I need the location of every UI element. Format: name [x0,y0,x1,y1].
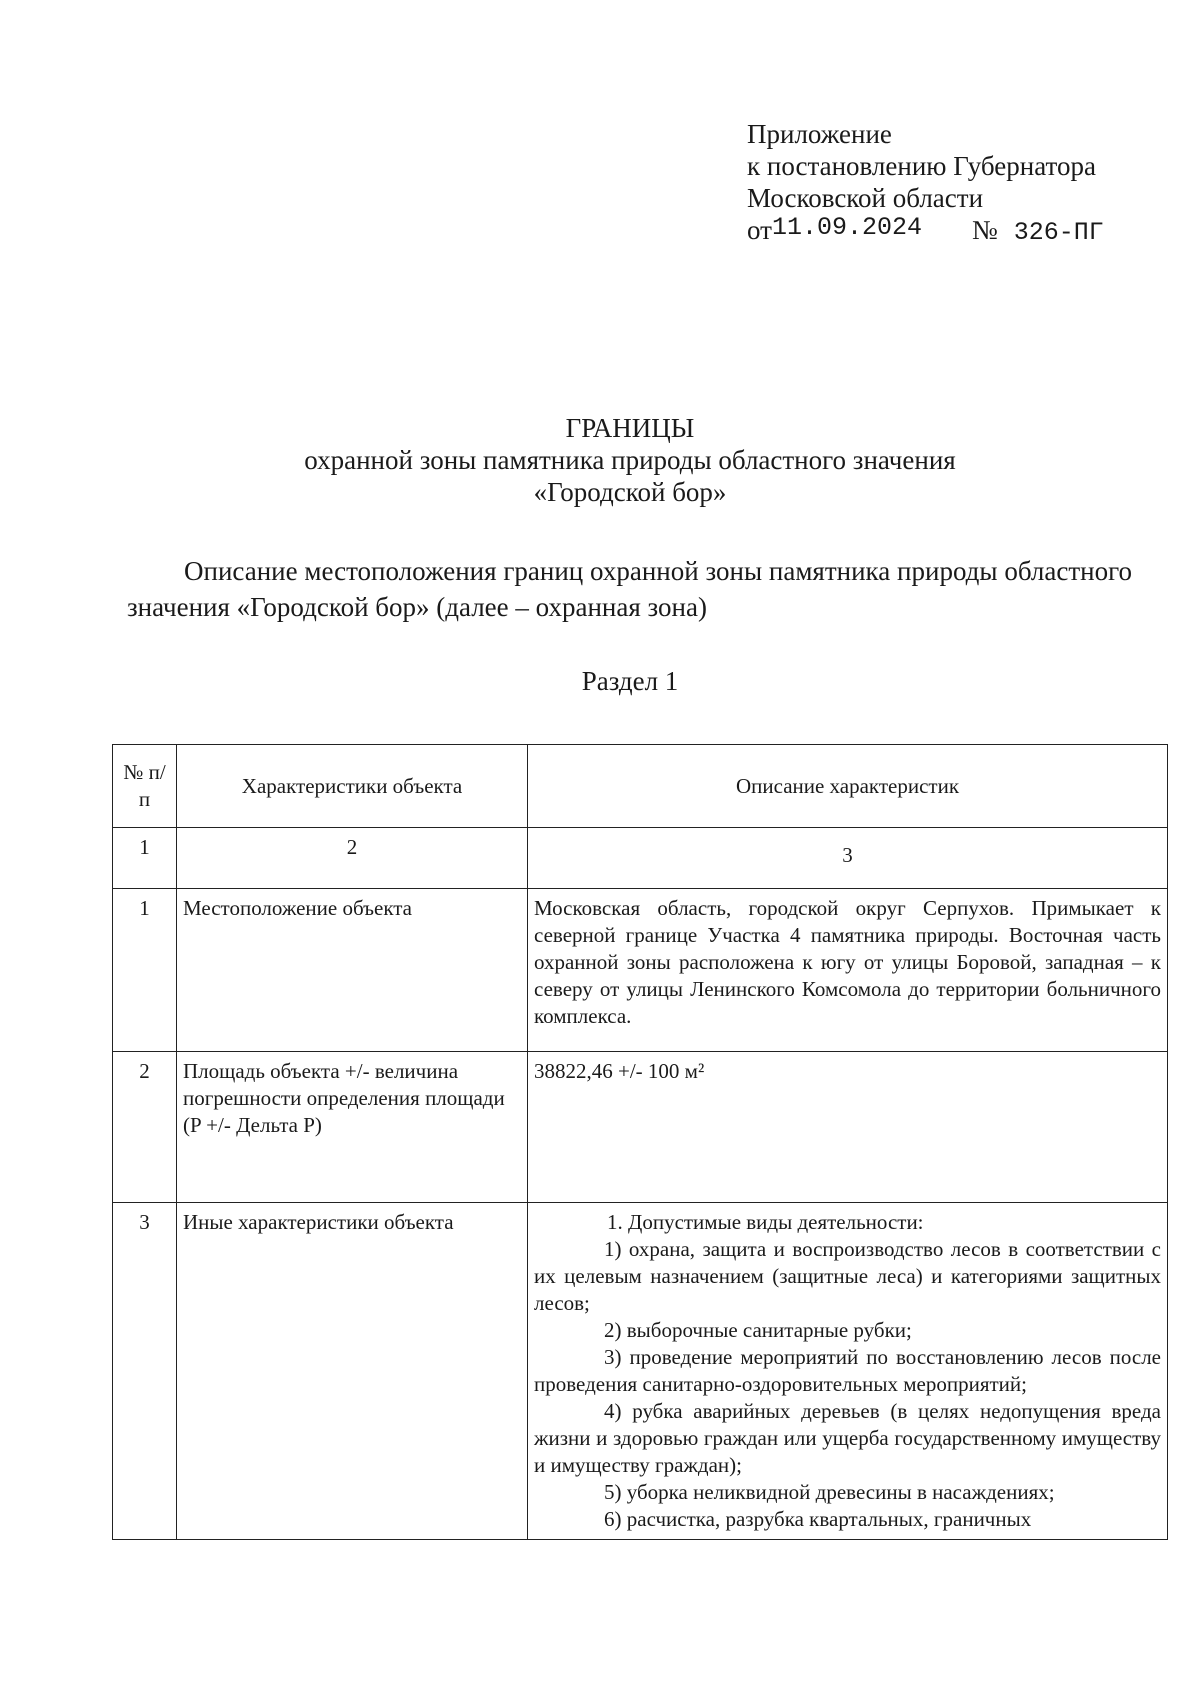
column-number-1: 1 [113,828,177,889]
activity-heading: 1. Допустимые виды деятельности: [607,1210,924,1234]
title-line-3: «Городской бор» [533,477,727,507]
date-prefix: от [747,215,772,245]
table-header-row [113,745,1168,828]
document-title [0,412,1200,508]
row-name-formula: (P +/- Дельта P) [183,1113,322,1137]
date-value: 11.09.2024 [771,213,922,242]
row-name-cell [177,1052,528,1203]
column-number-row [113,828,1168,889]
activity-item: 4) рубка аварийных деревьев (в целях недопущения вреда жизни и здоровью граждан или ущерба государственному имуществу и имуществу граждан); [534,1399,1161,1477]
row-name: Иные характеристики объекта [177,1203,528,1540]
table-row [113,889,1168,1052]
activity-item: 2) выборочные санитарные рубки; [604,1318,912,1342]
activity-item: 3) проведение мероприятий по восстановлению лесов после проведения санитарно-оздоровительных мероприятий; [534,1345,1161,1396]
table-row [113,1052,1168,1203]
row-number: 2 [113,1052,177,1203]
section-title: Раздел 1 [581,666,679,696]
appendix-line-1: Приложение [747,119,892,149]
header-number: № п/п [113,745,177,828]
activity-item: 6) расчистка, разрубка квартальных, граничных [604,1507,1032,1531]
appendix-header [747,118,1104,249]
row-description: Московская область, городской округ Серпухов. Примыкает к северной границе Участка 4 памятника природы. Восточная часть охранной зоны расположена к югу от улицы Боровой, западная – к северу от улицы Ленинского Комсомола до территории больничного комплекса. [528,889,1168,1052]
appendix-date-row [747,214,1104,249]
activity-item: 1) охрана, защита и воспроизводство лесов в соответствии с их целевым назначением (защитные леса) и категориями защитных лесов; [534,1237,1161,1315]
column-number-3: 3 [528,828,1168,889]
row-name: Площадь объекта +/- величина погрешности определения площади [183,1059,505,1110]
appendix-line-2: к постановлению Губернатора [747,151,1096,181]
appendix-line-3: Московской области [747,183,984,213]
row-description: 38822,46 +/- 100 м² [528,1052,1168,1203]
title-heading: ГРАНИЦЫ [565,413,695,443]
row-name: Местоположение объекта [177,889,528,1052]
activity-item: 5) уборка неликвидной древесины в насаждениях; [604,1480,1055,1504]
column-number-2: 2 [177,828,528,889]
title-line-2: охранной зоны памятника природы областного значения [304,445,956,475]
characteristics-table [112,744,1168,1540]
header-characteristics: Характеристики объекта [177,745,528,828]
number-sign: № [971,215,998,245]
table-row [113,1203,1168,1540]
intro-paragraph: Описание местоположения границ охранной зоны памятника природы областного значения «Городской бор» (далее – охранная зона) [127,556,1132,622]
row-number: 3 [113,1203,177,1540]
header-description: Описание характеристик [528,745,1168,828]
number-value: 326-ПГ [1013,218,1104,247]
row-description-cell [528,1203,1168,1540]
row-number: 1 [113,889,177,1052]
